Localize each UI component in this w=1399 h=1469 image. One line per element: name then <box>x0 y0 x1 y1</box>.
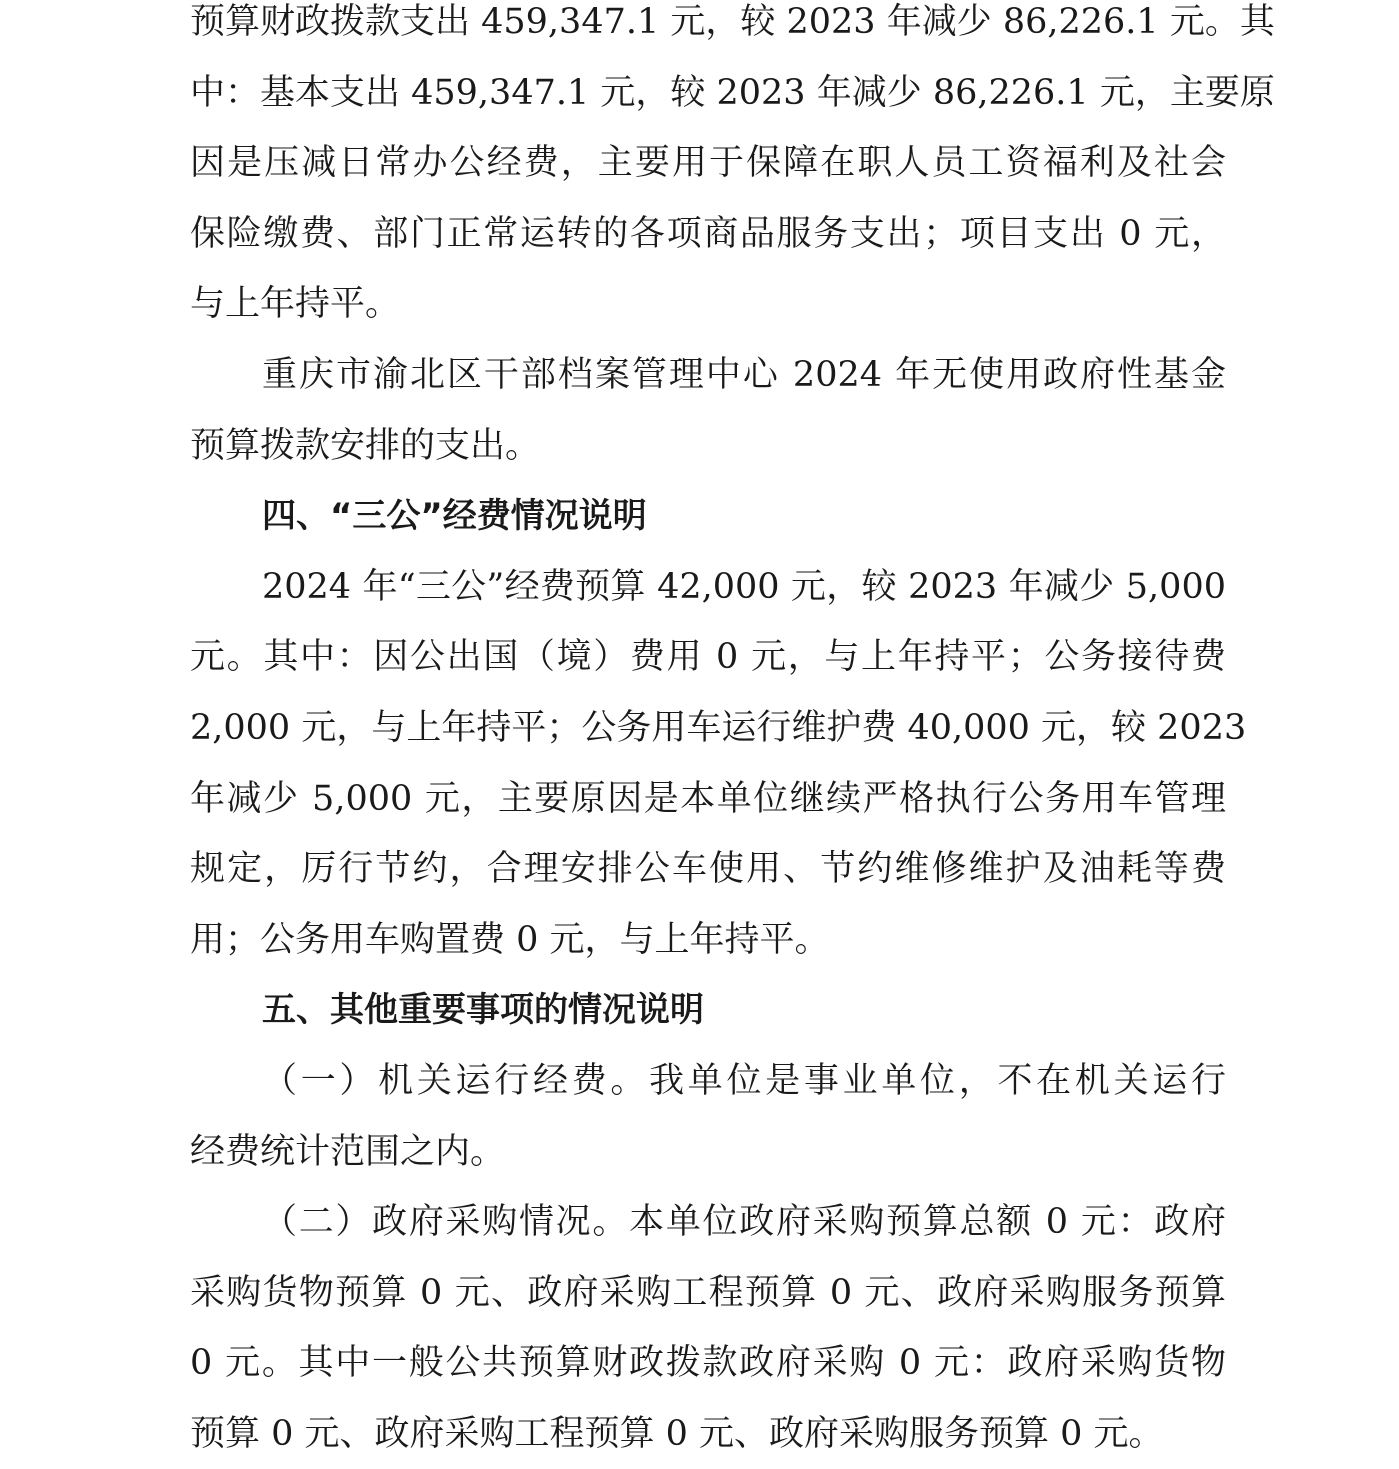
text-line: 2,000 元，与上年持平；公务用车运行维护费 40,000 元，较 2023 <box>190 707 1247 748</box>
text-line: 预算拨款安排的支出。 <box>190 425 541 466</box>
text-line: 中：基本支出 459,347.1 元，较 2023 年减少 86,226.1 元，主要原 <box>190 72 1275 113</box>
text-line: 0 元。其中一般公共预算财政拨款政府采购 0 元：政府采购货物 <box>190 1343 1226 1384</box>
document-page <box>190 0 1275 1469</box>
text-line: 经费统计范围之内。 <box>190 1131 506 1172</box>
text-line: 用；公务用车购置费 0 元，与上年持平。 <box>190 919 830 960</box>
text-line: 重庆市渝北区干部档案管理中心 2024 年无使用政府性基金 <box>262 354 1226 395</box>
text-line: 与上年持平。 <box>190 284 401 325</box>
text-line: 预算财政拨款支出 459,347.1 元，较 2023 年减少 86,226.1 元。其 <box>190 2 1275 42</box>
text-line: 保险缴费、部门正常运转的各项商品服务支出；项目支出 0 元， <box>190 213 1226 254</box>
text-line: 元。其中：因公出国（境）费用 0 元，与上年持平；公务接待费 <box>190 637 1226 678</box>
text-line: （二）政府采购情况。本单位政府采购预算总额 0 元：政府 <box>262 1202 1226 1243</box>
section-heading-four: 四、“三公”经费情况说明 <box>262 496 647 537</box>
text-line: 预算 0 元、政府采购工程预算 0 元、政府采购服务预算 0 元。 <box>190 1413 1164 1454</box>
text-line: 采购货物预算 0 元、政府采购工程预算 0 元、政府采购服务预算 <box>190 1272 1226 1313</box>
text-line: （一）机关运行经费。我单位是事业单位，不在机关运行 <box>262 1060 1226 1101</box>
text-line: 规定，厉行节约，合理安排公车使用、节约维修维护及油耗等费 <box>190 849 1226 890</box>
section-heading-five: 五、其他重要事项的情况说明 <box>262 990 704 1031</box>
text-line: 因是压减日常办公经费，主要用于保障在职人员工资福利及社会 <box>190 143 1226 184</box>
text-line: 年减少 5,000 元，主要原因是本单位继续严格执行公务用车管理 <box>190 778 1226 819</box>
text-line: 2024 年“三公”经费预算 42,000 元，较 2023 年减少 5,000 <box>262 566 1226 607</box>
